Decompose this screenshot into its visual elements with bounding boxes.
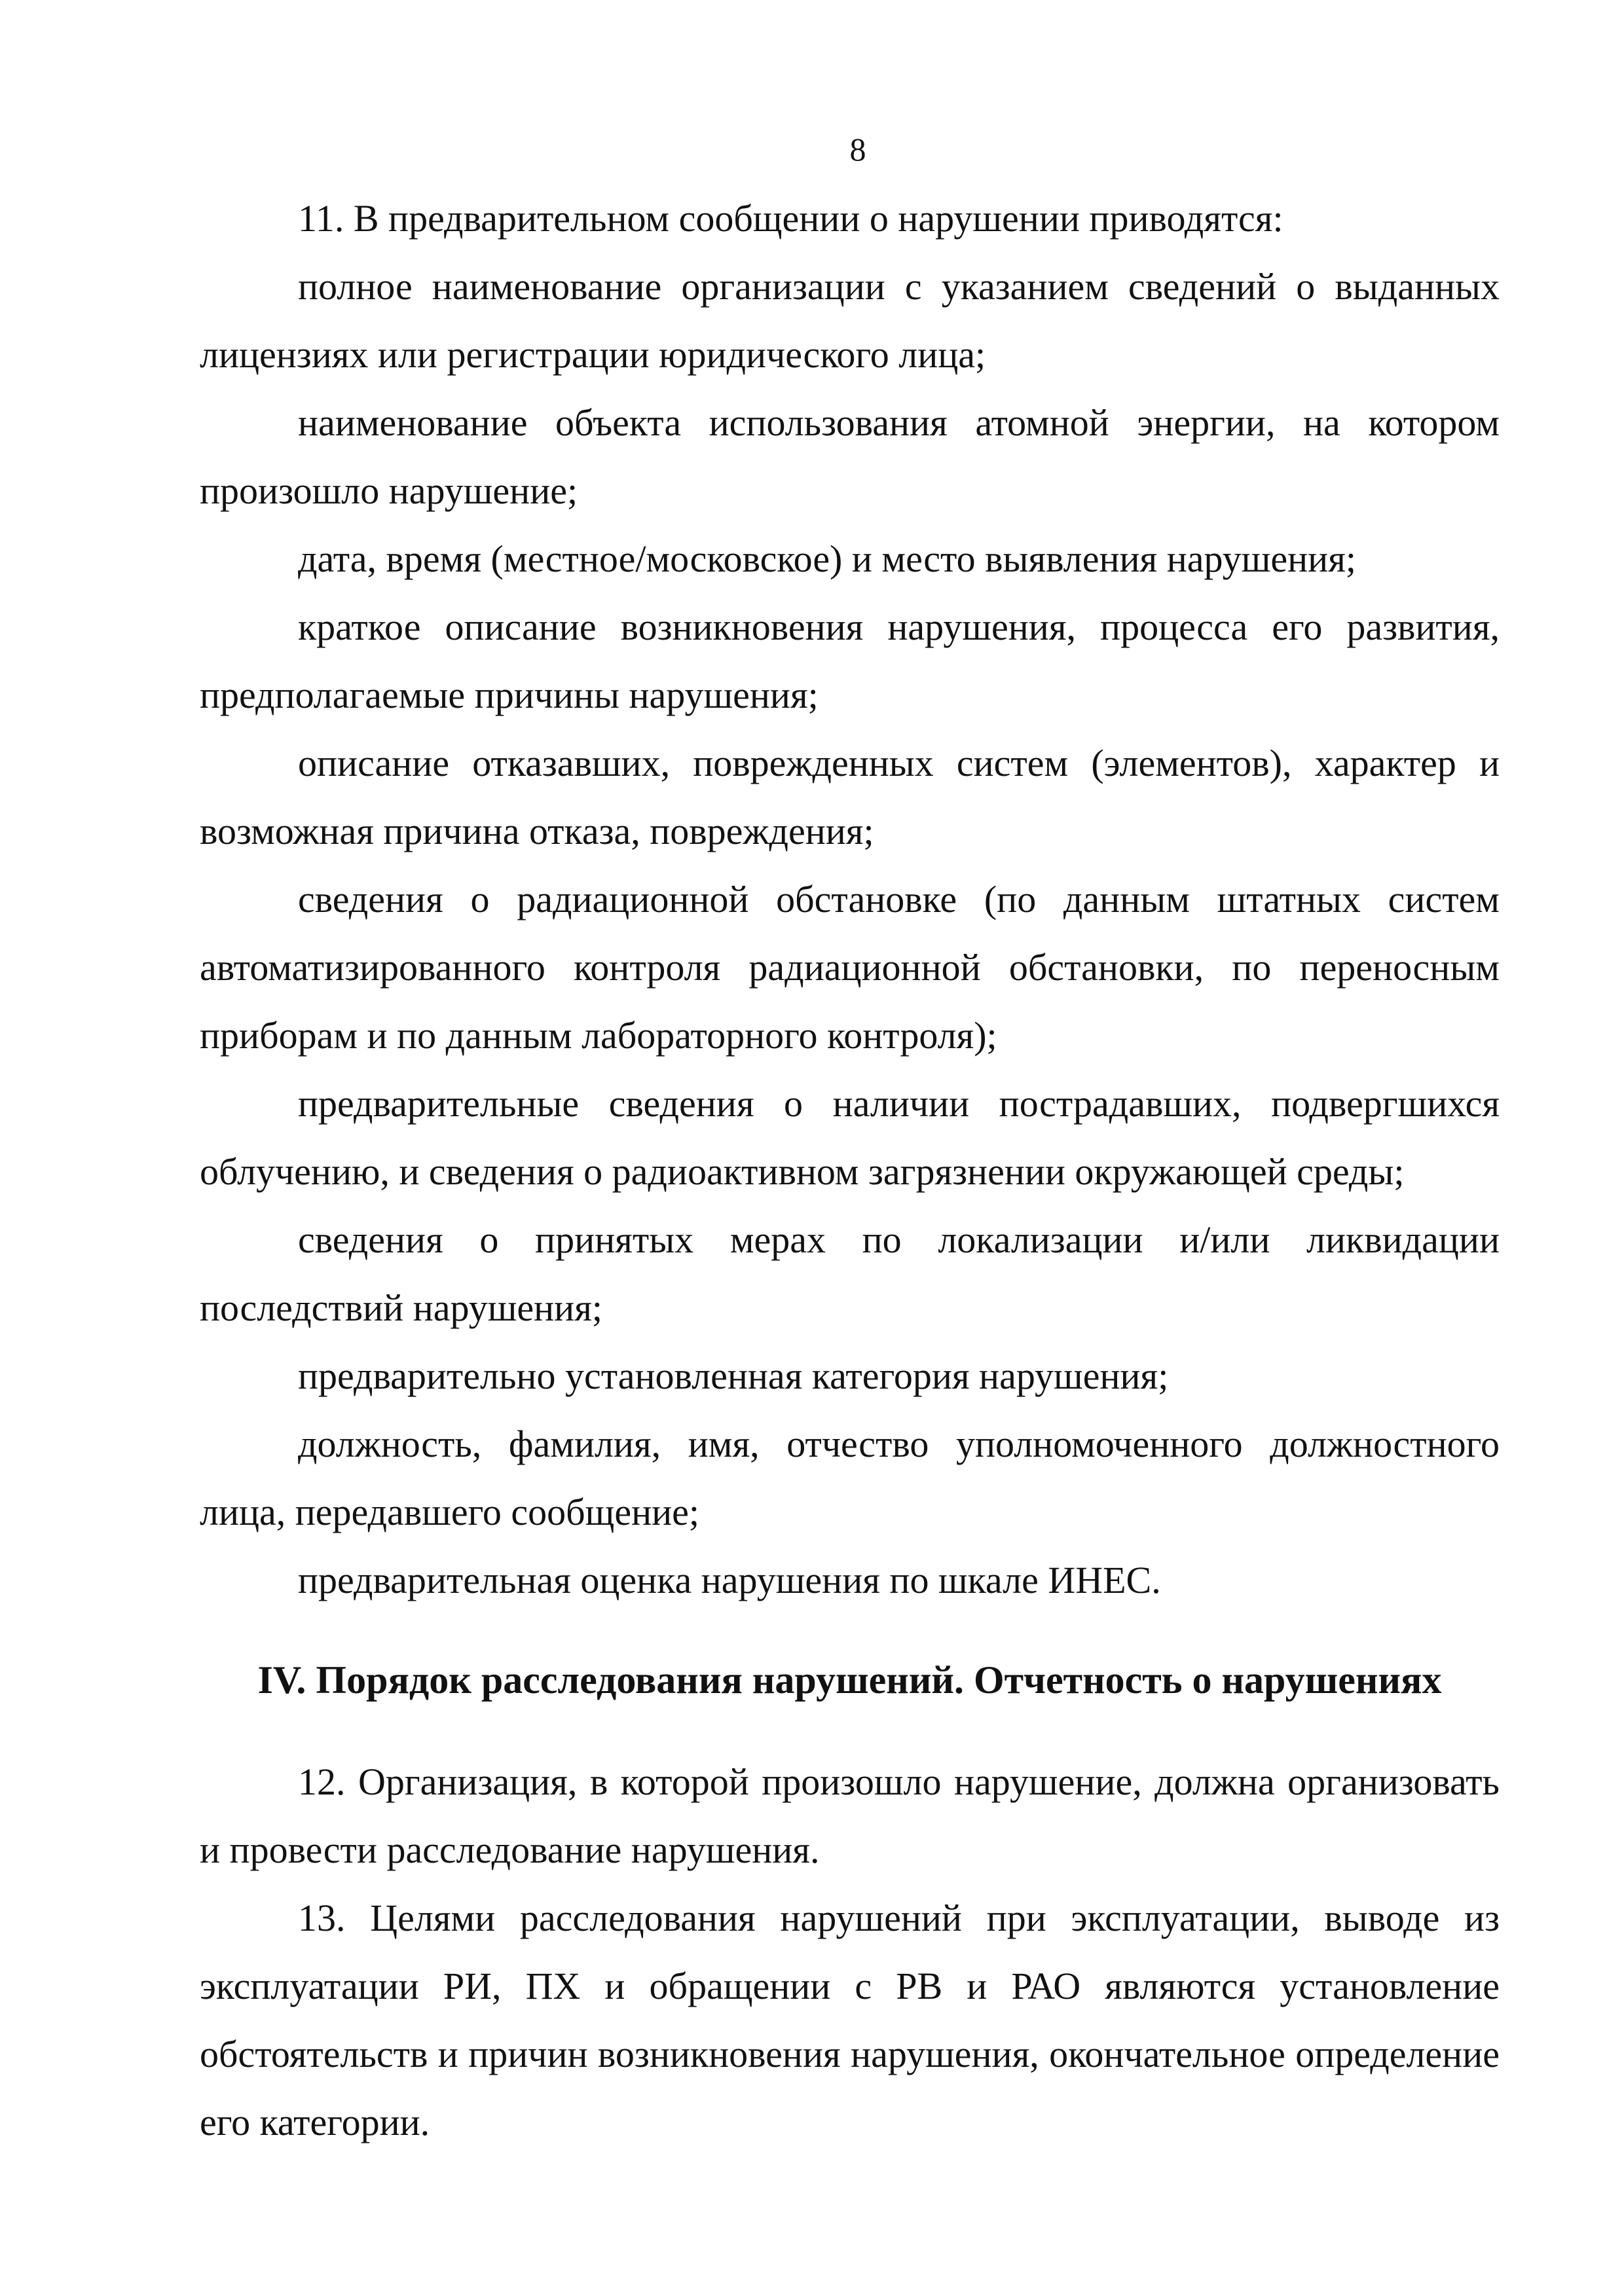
paragraph-13: 13. Целями расследования нарушений при эксплуатации, выводе из эксплуатации РИ, ПХ и обращении с РВ и РАО являются установление обстоятельств и причин возникновения нарушения, окончательное определение его категории.	[200, 1897, 1500, 2143]
page-number: 8	[849, 131, 866, 168]
list-item: описание отказавших, поврежденных систем (элементов), характер и возможная причина отказа, повреждения;	[200, 742, 1500, 852]
list-item: сведения о принятых мерах по локализации и/или ликвидации последствий нарушения;	[200, 1218, 1500, 1329]
paragraph-12: 12. Организация, в которой произошло нарушение, должна организовать и провести расследование нарушения.	[200, 1760, 1500, 1871]
list-item: краткое описание возникновения нарушения, процесса его развития, предполагаемые причины нарушения;	[200, 606, 1500, 716]
section-11-block	[200, 185, 1500, 2157]
list-item: предварительно установленная категория нарушения;	[298, 1355, 1169, 1397]
list-item: дата, время (местное/московское) и место выявления нарушения;	[298, 538, 1357, 580]
list-item: должность, фамилия, имя, отчество уполномоченного должностного лица, передавшего сообщение;	[200, 1423, 1500, 1533]
list-item: наименование объекта использования атомной энергии, на котором произошло нарушение;	[200, 401, 1500, 512]
list-item: предварительные сведения о наличии пострадавших, подвергшихся облучению, и сведения о радиоактивном загрязнении окружающей среды;	[200, 1082, 1500, 1193]
list-item: полное наименование организации с указанием сведений о выданных лицензиях или регистрации юридического лица;	[200, 265, 1500, 376]
list-item: предварительная оценка нарушения по шкале ИНЕС.	[298, 1559, 1161, 1601]
section-iv-heading: IV. Порядок расследования нарушений. Отчетность о нарушениях	[257, 1658, 1442, 1702]
section-11-intro: 11. В предварительном сообщении о нарушении приводятся:	[298, 197, 1283, 240]
list-item: сведения о радиационной обстановке (по данным штатных систем автоматизированного контроля радиационной обстановки, по переносным приборам и по данным лабораторного контроля);	[200, 878, 1500, 1057]
